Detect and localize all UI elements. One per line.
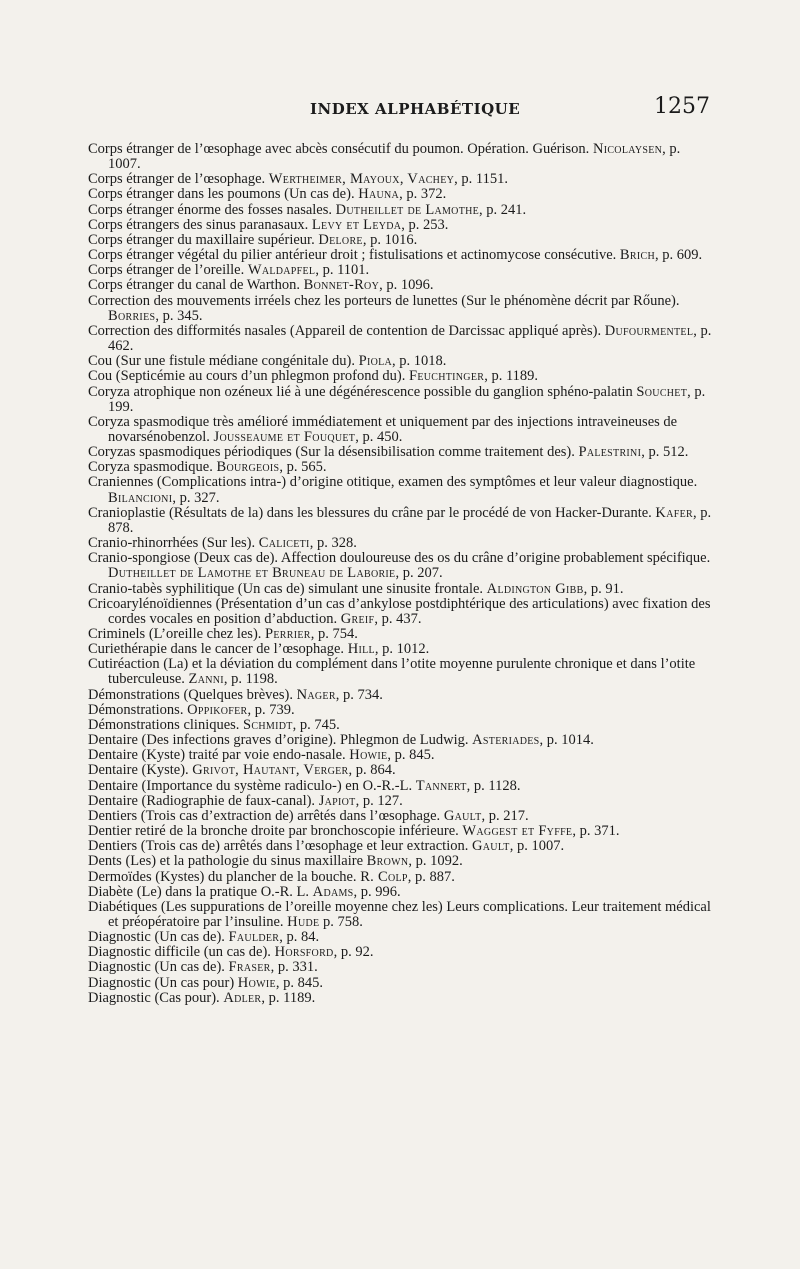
index-entry: [88, 945, 712, 960]
entry-page-ref: , p. 207.: [395, 565, 443, 582]
header-title: INDEX ALPHABÉTIQUE: [310, 100, 521, 118]
entry-text: Dentaire (Des infections graves d’origine). Phlegmon de Ludwig.: [88, 732, 469, 749]
index-entry: [88, 763, 712, 778]
entry-authors: Brich: [619, 247, 655, 264]
entry-authors: Zanni: [188, 671, 224, 688]
entry-authors: Levy et Leyda: [311, 216, 402, 233]
entry-authors: Asteriades: [472, 732, 540, 749]
entry-page-ref: , p. 241.: [479, 201, 527, 218]
entry-text: Dermoïdes (Kystes) du plancher de la bouche.: [88, 868, 357, 885]
entry-text: Dentiers (Trois cas d’extraction de) arrêtés dans l’œsophage.: [88, 807, 441, 824]
entry-text: Coryza spasmodique très amélioré immédiatement et uniquement par des injections intraveineuses de novarsénobenzol.: [88, 413, 678, 445]
entry-text: Corps étranger énorme des fosses nasales.: [88, 201, 333, 218]
entry-text: Cutiréaction (La) et la déviation du complément dans l’otite moyenne purulente chronique et dans l’otite tuberculeuse.: [88, 656, 696, 688]
index-entry: [88, 794, 712, 809]
entry-page-ref: , p. 1092.: [408, 853, 463, 870]
entry-text: Démonstrations.: [88, 701, 184, 718]
entry-page-ref: , p. 1018.: [392, 353, 447, 370]
entry-page-ref: , p. 199.: [108, 383, 706, 415]
index-entry: [88, 991, 712, 1006]
entry-text: Dentier retiré de la bronche droite par bronchoscopie inférieure.: [88, 823, 459, 840]
entry-page-ref: , p. 331.: [270, 959, 318, 976]
index-entry: [88, 885, 712, 900]
entry-text: Diagnostic (Un cas pour): [88, 974, 235, 991]
entry-authors: Nager: [296, 686, 336, 703]
entry-authors: Nicolaysen: [592, 141, 663, 157]
index-entry: [88, 415, 712, 445]
index-entry: [88, 536, 712, 551]
index-entry: [88, 748, 712, 763]
entry-text: Dentaire (Kyste) traité par voie endo-nasale.: [88, 747, 346, 764]
entry-text: Curiethérapie dans le cancer de l’œsophage.: [88, 641, 345, 658]
entry-text: Diagnostic (Un cas de).: [88, 929, 225, 946]
entry-authors: Dutheillet de Lamothe et Bruneau de Laborie: [108, 565, 396, 582]
index-entry: [88, 294, 712, 324]
entry-page-ref: , p. 864.: [348, 762, 396, 779]
entry-page-ref: , p. 253.: [401, 216, 449, 233]
index-entry: [88, 354, 712, 369]
entry-text: Cranio-rhinorrhées (Sur les).: [88, 535, 256, 552]
index-entry: [88, 248, 712, 263]
index-entry: [88, 475, 712, 505]
page-number: 1257: [654, 94, 710, 119]
entry-page-ref: , p. 565.: [279, 459, 327, 476]
index-entry: [88, 779, 712, 794]
entry-page-ref: , p. 1198.: [223, 671, 278, 688]
index-entry: [88, 824, 712, 839]
entry-authors: Piola: [358, 353, 393, 370]
entry-page-ref: , p. 996.: [353, 883, 401, 900]
entry-authors: Aldington Gibb: [486, 580, 584, 597]
entry-page-ref: , p. 327.: [172, 489, 220, 506]
entry-text: Démonstrations cliniques.: [88, 716, 240, 733]
entry-authors: Howie: [237, 974, 276, 991]
index-entry: [88, 597, 712, 627]
entry-text: Cranio-tabès syphilitique (Un cas de) simulant une sinusite frontale.: [88, 580, 484, 597]
index-entry: [88, 960, 712, 975]
index-entry: [88, 385, 712, 415]
index-entry-list: [88, 142, 712, 1006]
index-entry: [88, 809, 712, 824]
entry-text: Dentaire (Importance du système radiculo-) en O.-R.-L.: [88, 777, 413, 794]
entry-authors: Delore: [318, 231, 363, 248]
index-entry: [88, 233, 712, 248]
entry-authors: Horsford: [274, 944, 334, 961]
index-entry: [88, 976, 712, 991]
entry-authors: Waldapfel: [247, 262, 316, 279]
entry-page-ref: , p. 84.: [279, 929, 320, 946]
entry-page-ref: , p. 1007.: [509, 838, 565, 855]
entry-page-ref: , p. 745.: [292, 716, 340, 733]
entry-authors: Borries: [108, 307, 156, 324]
entry-page-ref: , p. 512.: [641, 444, 689, 461]
entry-authors: Gault: [472, 838, 510, 855]
entry-text: Diabète (Le) dans la pratique O.-R. L.: [88, 883, 310, 900]
index-entry: [88, 460, 712, 475]
entry-text: Craniennes (Complications intra-) d’origine otitique, examen des symptômes et leur valeur diagnostique.: [88, 474, 698, 491]
entry-page-ref: , p. 734.: [335, 686, 383, 703]
entry-page-ref: , p. 1151.: [454, 171, 508, 188]
index-entry: [88, 718, 712, 733]
entry-text: Dentaire (Radiographie de faux-canal).: [88, 792, 316, 809]
index-entry: [88, 733, 712, 748]
running-header: [88, 94, 710, 126]
entry-text: Correction des difformités nasales (Appareil de contention de Darcissac appliqué après).: [88, 322, 602, 339]
entry-page-ref: , p. 609.: [654, 247, 703, 264]
entry-authors: Perrier: [265, 626, 311, 642]
entry-page-ref: , p. 92.: [333, 944, 374, 961]
entry-page-ref: , p. 1007.: [108, 141, 681, 173]
entry-page-ref: , p. 1012.: [374, 641, 430, 658]
entry-authors: Waggest et Fyffe: [462, 823, 573, 840]
entry-text: Corps étranger de l’oreille.: [88, 262, 245, 279]
entry-authors: Gault: [443, 807, 482, 824]
entry-text: Cranio-spongiose (Deux cas de). Affection douloureuse des os du crâne d’origine probablement spécifique.: [88, 550, 711, 567]
index-entry: [88, 900, 712, 930]
entry-text: Dentaire (Kyste).: [88, 762, 189, 779]
index-entry: [88, 324, 712, 354]
index-entry: [88, 369, 712, 384]
index-entry: [88, 551, 712, 581]
entry-text: Diagnostic difficile (un cas de).: [88, 944, 271, 961]
entry-authors: Kafer: [655, 504, 693, 521]
index-entry: [88, 688, 712, 703]
entry-text: Coryza spasmodique.: [88, 459, 213, 476]
entry-authors: Feuchtinger: [408, 368, 485, 385]
entry-authors: R. Colp: [360, 868, 408, 885]
entry-text: Cricoarylénoïdiennes (Présentation d’un cas d’ankylose postdiphtérique des articulations) avec fixation des cordes vocales en position d’abduction.: [88, 595, 711, 627]
index-entry: [88, 187, 712, 202]
index-entry: [88, 870, 712, 885]
entry-authors: Bonnet-Roy: [303, 277, 380, 294]
entry-page-ref: , p. 217.: [481, 807, 529, 824]
entry-authors: Tannert: [415, 777, 467, 794]
index-entry: [88, 263, 712, 278]
entry-text: Corps étranger du canal de Warthon.: [88, 277, 300, 294]
entry-page-ref: , p. 328.: [309, 535, 357, 552]
index-entry: [88, 703, 712, 718]
index-entry: [88, 203, 712, 218]
entry-page-ref: , p. 1189.: [261, 989, 316, 1006]
entry-text: Diagnostic (Un cas de).: [88, 959, 225, 976]
entry-page-ref: , p. 462.: [108, 322, 712, 355]
entry-text: Corps étranger dans les poumons (Un cas de).: [88, 186, 355, 203]
entry-authors: Dutheillet de Lamothe: [335, 201, 480, 218]
index-entry: [88, 930, 712, 945]
index-entry: [88, 445, 712, 460]
entry-page-ref: , p. 1016.: [362, 231, 418, 248]
entry-authors: Dufourmentel: [604, 322, 694, 339]
entry-page-ref: , p. 450.: [355, 428, 403, 445]
entry-text: Corps étrangers des sinus paranasaux.: [88, 216, 309, 233]
entry-authors: Howie: [349, 747, 388, 764]
entry-authors: Adams: [312, 883, 354, 900]
entry-text: Corps étranger du maxillaire supérieur.: [88, 231, 315, 248]
entry-text: Criminels (L’oreille chez les).: [88, 626, 262, 642]
entry-text: Cou (Septicémie au cours d’un phlegmon profond du).: [88, 368, 406, 385]
entry-text: Coryzas spasmodiques périodiques (Sur la désensibilisation comme traitement des).: [88, 444, 575, 461]
index-entry: [88, 278, 712, 293]
entry-authors: Schmidt: [243, 716, 293, 733]
entry-page-ref: , p. 1014.: [539, 732, 594, 749]
entry-page-ref: , p. 127.: [355, 792, 403, 809]
entry-authors: Oppikofer: [187, 701, 248, 718]
index-entry: [88, 627, 712, 642]
entry-text: Corps étranger de l’œsophage avec abcès consécutif du poumon. Opération. Guérison.: [88, 141, 590, 157]
entry-text: Diagnostic (Cas pour).: [88, 989, 220, 1006]
entry-authors: Palestrini: [578, 444, 642, 461]
index-entry: [88, 506, 712, 536]
entry-text: Cou (Sur une fistule médiane congénitale du).: [88, 353, 355, 370]
entry-page-ref: , p. 754.: [310, 626, 358, 642]
entry-authors: Brown: [366, 853, 409, 870]
entry-page-ref: , p. 845.: [387, 747, 435, 764]
entry-page-ref: p. 758.: [319, 913, 363, 930]
entry-page-ref: , p. 1096.: [379, 277, 434, 294]
entry-page-ref: , p. 1128.: [466, 777, 521, 794]
entry-text: Coryza atrophique non ozéneux lié à une dégénérescence possible du ganglion sphéno-palatin: [88, 383, 633, 400]
entry-page-ref: , p. 371.: [572, 823, 620, 840]
entry-page-ref: , p. 345.: [155, 307, 203, 324]
index-entry: [88, 642, 712, 657]
entry-authors: Faulder: [228, 929, 280, 946]
entry-page-ref: , p. 1189.: [484, 368, 539, 385]
entry-authors: Adler: [223, 989, 262, 1006]
entry-page-ref: , p. 845.: [275, 974, 323, 991]
entry-authors: Hill: [347, 641, 375, 658]
entry-text: Diabétiques (Les suppurations de l’oreille moyenne chez les) Leurs complications. Leur traitement médical et préopératoire par l’insuline.: [88, 898, 711, 930]
entry-authors: Japiot: [318, 792, 356, 809]
entry-page-ref: , p. 437.: [374, 610, 422, 627]
index-entry: [88, 218, 712, 233]
index-entry: [88, 839, 712, 854]
entry-page-ref: , p. 887.: [407, 868, 455, 885]
entry-authors: Hude: [287, 913, 320, 930]
index-entry: [88, 172, 712, 187]
index-entry: [88, 142, 712, 172]
entry-authors: Souchet: [636, 383, 688, 400]
entry-authors: Hauna: [358, 186, 400, 203]
entry-page-ref: , p. 739.: [247, 701, 295, 718]
entry-authors: Wertheimer, Mayoux, Vachey: [268, 171, 455, 188]
entry-text: Cranioplastie (Résultats de la) dans les blessures du crâne par le procédé de von Hacker-Durante.: [88, 504, 652, 521]
entry-page-ref: , p. 1101.: [315, 262, 370, 279]
entry-text: Dentiers (Trois cas de) arrêtés dans l’œsophage et leur extraction.: [88, 838, 469, 855]
entry-text: Dents (Les) et la pathologie du sinus maxillaire: [88, 853, 364, 870]
index-entry: [88, 854, 712, 869]
entry-text: Corps étranger de l’œsophage.: [88, 171, 266, 188]
entry-text: Démonstrations (Quelques brèves).: [88, 686, 293, 703]
entry-page-ref: , p. 91.: [583, 580, 624, 597]
entry-text: Corps étranger végétal du pilier antérieur droit ; fistulisations et actinomycose consécutive.: [88, 247, 617, 264]
index-entry: [88, 657, 712, 687]
entry-authors: Jousseaume et Fouquet: [213, 428, 356, 445]
entry-authors: Greif: [340, 610, 375, 627]
entry-authors: Grivot, Hautant, Verger: [192, 762, 349, 779]
entry-text: Correction des mouvements irréels chez les porteurs de lunettes (Sur le phénomène décrit par Rőune).: [88, 292, 680, 309]
entry-page-ref: , p. 878.: [108, 504, 712, 536]
entry-authors: Caliceti: [258, 535, 310, 552]
entry-authors: Bourgeois: [216, 459, 280, 476]
entry-authors: Bilancioni: [108, 489, 173, 506]
index-entry: [88, 582, 712, 597]
entry-authors: Fraser: [228, 959, 271, 976]
entry-page-ref: , p. 372.: [399, 186, 447, 203]
